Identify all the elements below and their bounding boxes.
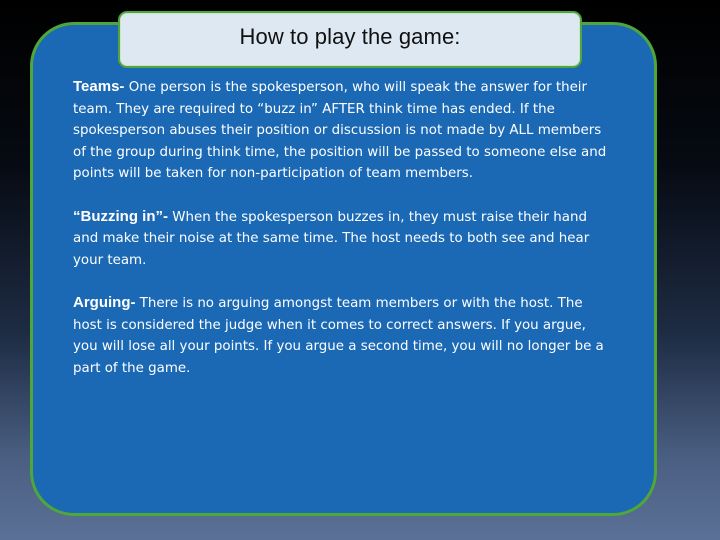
rule-arguing: [73, 292, 613, 379]
rule-term: “Buzzing in”-: [73, 207, 168, 225]
rule-term: Arguing-: [73, 294, 136, 311]
rule-term: Teams-: [73, 78, 125, 95]
slide-title: How to play the game:: [239, 24, 461, 49]
title-box: [118, 11, 582, 68]
rule-text: One person is the spokesperson, who will speak the answer for their team. They are required to “buzz in” AFTER think time has ended. If the spokesperson abuses their position or discussion is not made by ALL members of the group during think time, the position will be passed to someone else and points will be taken for non-participation of team members.: [73, 80, 607, 181]
rule-text: When the spokesperson buzzes in, they must raise their hand and make their noise at the same time. The host needs to both see and hear your team.: [73, 209, 590, 268]
rule-text: There is no arguing amongst team members or with the host. The host is considered the judge when it comes to correct answers. If you argue, you will lose all your points. If you argue a second time, you will no longer be a part of the game.: [73, 296, 604, 376]
rule-teams: [73, 76, 613, 185]
rule-buzzing-in: [73, 206, 613, 272]
rules-body: [73, 76, 613, 379]
